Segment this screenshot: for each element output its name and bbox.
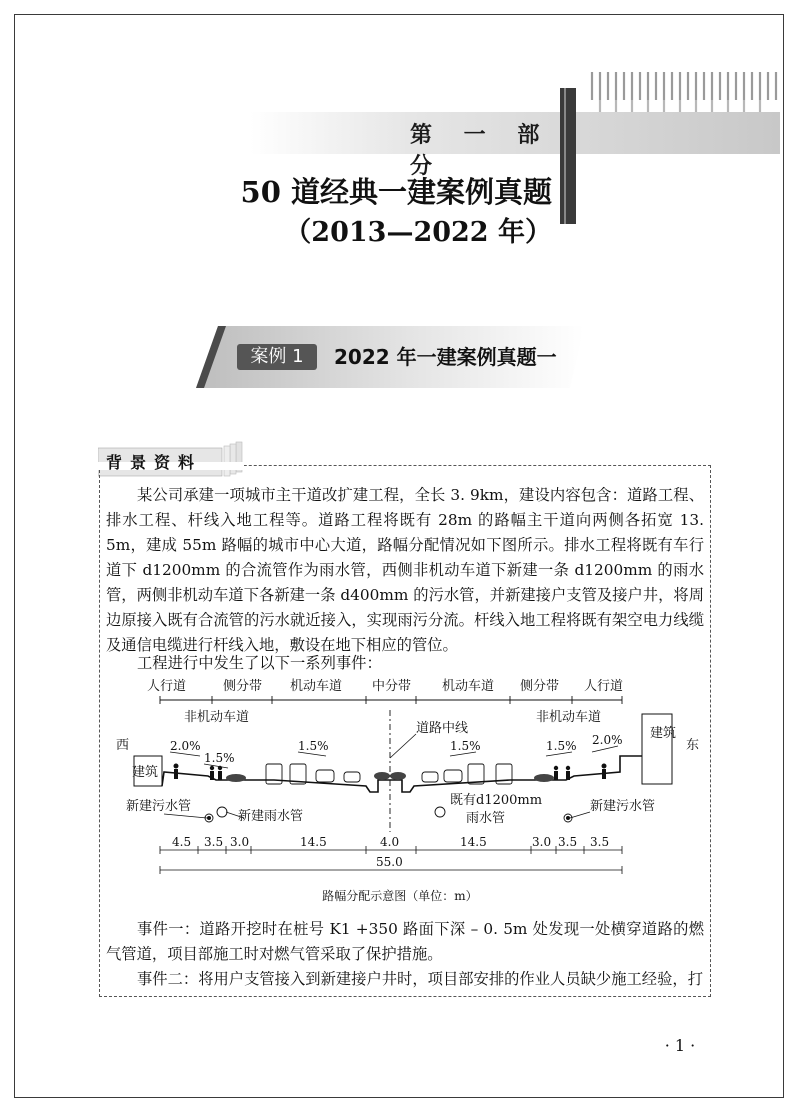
road-cross-section-diagram: [104, 672, 708, 882]
slope-2: 1.5%: [204, 751, 235, 765]
width-8: 3.5: [558, 835, 578, 849]
width-5: 4.0: [380, 835, 400, 849]
label-sidewalk-right: 人行道: [584, 679, 624, 694]
slope-1: 2.0%: [170, 739, 201, 753]
label-existing-storm: 既有d1200mm: [450, 793, 543, 808]
paragraph-event-1: 事件一：道路开挖时在桩号 K1 +350 路面下深 – 0. 5m 处发现一处横穿道路的燃气管道，项目部施工时对燃气管采取了保护措施。: [106, 920, 704, 963]
width-3: 3.0: [230, 835, 250, 849]
label-side-strip-left: 侧分带: [223, 679, 263, 694]
label-median: 中分带: [372, 679, 412, 694]
page-title: 50 道经典一建案例真题: [240, 175, 552, 209]
label-sidewalk-left: 人行道: [147, 679, 187, 694]
background-label: 背景资料: [106, 453, 203, 472]
label-motor-lane-right: 机动车道: [442, 679, 495, 694]
case-tag: 案例 1: [237, 344, 317, 370]
label-centerline: 道路中线: [416, 721, 469, 736]
label-new-storm: 新建雨水管: [238, 809, 304, 824]
width-9: 3.5: [590, 835, 610, 849]
page-subtitle: （2013—2022 年）: [284, 217, 552, 248]
page-number: · 1 ·: [664, 1036, 696, 1055]
width-6: 14.5: [460, 835, 487, 849]
label-west: 西: [116, 738, 130, 753]
label-new-sewer-right: 新建污水管: [590, 799, 656, 814]
label-east: 东: [686, 738, 700, 753]
width-2: 3.5: [204, 835, 224, 849]
label-side-strip-right: 侧分带: [520, 679, 560, 694]
width-total: 55.0: [376, 855, 403, 869]
slope-5: 1.5%: [546, 739, 577, 753]
paragraph-events-lead: 工程进行中发生了以下一系列事件：: [137, 654, 382, 672]
slope-3: 1.5%: [298, 739, 329, 753]
label-existing-storm-2: 雨水管: [466, 811, 506, 826]
label-new-sewer-left: 新建污水管: [126, 799, 192, 814]
label-nonmotor-right: 非机动车道: [536, 710, 602, 725]
width-1: 4.5: [172, 835, 192, 849]
paragraph-event-2: 事件二：将用户支管接入到新建接户井时，项目部安排的作业人员缺少施工经验，打: [137, 970, 703, 988]
width-4: 14.5: [300, 835, 327, 849]
label-motor-lane-left: 机动车道: [290, 679, 343, 694]
paragraph-intro: 某公司承建一项城市主干道改扩建工程，全长 3. 9km，建设内容包含：道路工程、排水工程、杆线入地工程等。道路工程将既有 28m 的路幅主干道向两侧各拓宽 13. 5m，建成 55m 路幅的城市中心大道，路幅分配情况如下图所示。排水工程将既有车行道下 d1200mm 的合流管作为雨水管，西侧非机动车道下新建一条 d1200mm 的雨水管，两侧非机动车道下各新建一条 d400mm 的污水管，并新建接户支管及接户井，将周边原接入既有合流管的污水就近接入，实现雨污分流。杆线入地工程将既有架空电力线缆及通信电缆进行杆线入地，敷设在地下相应的管位。: [106, 486, 704, 654]
diagram-caption: 路幅分配示意图（单位：m）: [322, 889, 478, 903]
part-accent-bar: [560, 88, 576, 224]
slope-6: 2.0%: [592, 733, 623, 747]
label-building-right: 建筑: [650, 726, 677, 741]
decorative-stripes: [590, 72, 780, 100]
case-title: 2022 年一建案例真题一: [334, 345, 557, 369]
label-nonmotor-left: 非机动车道: [184, 710, 250, 725]
part-label: 第 一 部 分: [410, 123, 552, 179]
width-7: 3.0: [532, 835, 552, 849]
label-building-left: 建筑: [132, 765, 159, 780]
slope-4: 1.5%: [450, 739, 481, 753]
